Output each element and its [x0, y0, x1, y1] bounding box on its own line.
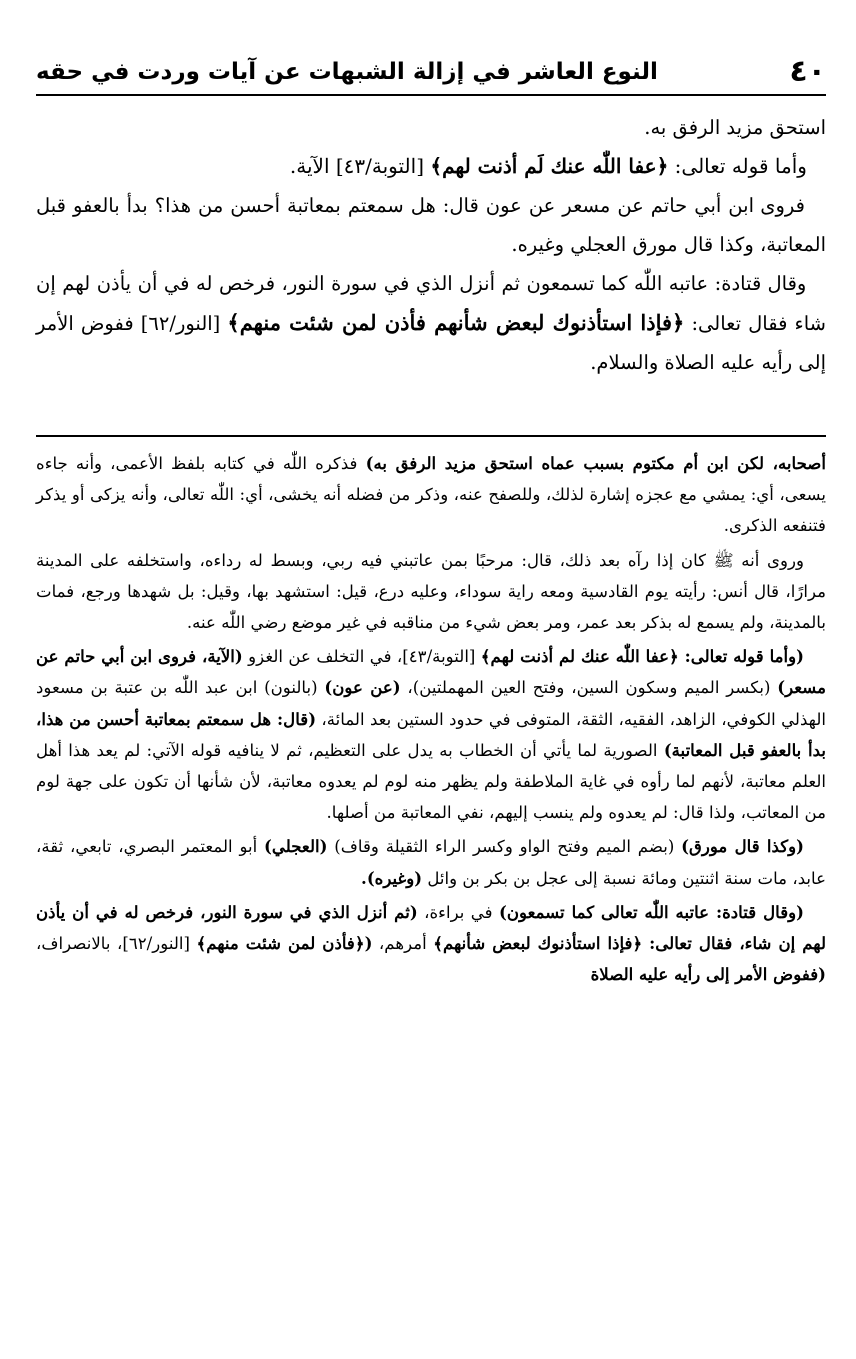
- commentary-paragraph: [36, 545, 826, 639]
- commentary-text-span: الصورية لما يأتي أن الخطاب به يدل على التعظيم، ثم لا ينافيه قوله الآتي: لم يعد هذا أهل العلم معاتبة، لأنهم لما رأوه في غاية الملاطفة ولم يظهر منه لوم لم يعدوه معاتبة، لأن شأنها أن تكون على جهة لوم من المعاتب، ولذا قال: لم يعدوه ولم ينسب إليهم، نفي المعاتبة من أصلها.: [36, 740, 826, 823]
- commentary-quote: (عن عون): [324, 677, 401, 698]
- commentary-paragraph: [36, 448, 826, 542]
- commentary-quote: (وغيره).: [361, 867, 423, 888]
- header-divider: [36, 94, 826, 96]
- main-paragraph: [36, 186, 826, 264]
- running-title: النوع العاشر في إزالة الشبهات عن آيات وردت في حقه: [36, 58, 658, 85]
- commentary-text-span: [التوبة/٤٣]، في التخلف عن الغزو: [242, 647, 481, 667]
- commentary-quote: (وأما قوله تعالى: ﴿عفا اللّٰه عنك لم أذنت لهم﴾: [480, 646, 804, 667]
- commentary-text-span: أمرهم،: [372, 934, 434, 954]
- verse-citation: [النور/٦٢] ففوض الأمر إلى رأيه عليه الصلاة والسلام.: [36, 312, 826, 374]
- commentary-quote: (وقال قتادة: عاتبه اللّٰه تعالى كما تسمعون): [499, 901, 805, 922]
- commentary-quote: (ثم أنزل الذي في سورة النور، فرخص له في أن يأذن لهم إن شاء، فقال تعالى: ﴿فإذا استأذنوك لبعض شأنهم﴾: [36, 901, 826, 954]
- commentary-text-span: وروى أنه ﷺ كان إذا رآه بعد ذلك، قال: مرحبًا بمن عاتبني فيه ربي، وبسط له رداءه، واستخلفه على المدينة مرارًا، قال أنس: رأيته يوم القادسية ومعه راية سوداء، وعليه درع، قيل: استشهد بها، وقيل: بل شهدها ورجع، فمات بالمدينة، ولم يسمع له بذكر بعد عمر، ومر بعض شيء من مناقبه في غير موضع رضي اللّٰه عنه.: [36, 550, 826, 633]
- commentary-quote: (﴿فأذن لمن شئت منهم﴾: [196, 933, 373, 954]
- quran-verse: ﴿فإذا استأذنوك لبعض شأنهم فأذن لمن شئت منهم﴾: [227, 310, 685, 335]
- main-text: [36, 108, 826, 382]
- main-paragraph-text: استحق مزيد الرفق به.: [644, 116, 826, 139]
- commentary-text-span: في براءة،: [417, 902, 499, 922]
- commentary-quote: (ففوض الأمر إلى رأيه عليه الصلاة: [590, 964, 826, 985]
- commentary-text: [36, 448, 826, 990]
- main-paragraph: [36, 147, 826, 186]
- commentary-quote: (وكذا قال مورق): [681, 836, 805, 857]
- page-header: [36, 50, 826, 94]
- main-paragraph: [36, 264, 826, 382]
- commentary-paragraph: [36, 831, 826, 893]
- commentary-quote: أصحابه، لكن ابن أم مكتوم بسبب عماه استحق مزيد الرفق به): [365, 453, 826, 473]
- commentary-paragraph: [36, 897, 826, 991]
- section-divider: [36, 435, 826, 437]
- commentary-text-span: (بكسر الميم وسكون السين، وفتح العين المهملتين)،: [400, 678, 778, 698]
- main-paragraph-text: وأما قوله تعالى:: [668, 154, 807, 178]
- commentary-paragraph: [36, 641, 826, 828]
- commentary-text-span: [النور/٦٢]، بالانصراف،: [36, 934, 197, 954]
- commentary-text-span: فذكره اللّٰه في كتابه بلفظ الأعمى، وأنه جاءه يسعى، أي: يمشي مع عجزه إشارة لذلك، وللصفح عنه، وذكر من فضله أنه يخشى، أي: اللّٰه تعالى، وأنه يزكى أو يذكر فتنفعه الذكرى.: [36, 454, 826, 536]
- commentary-quote: (العجلي): [264, 836, 328, 857]
- page-number: ٤٠: [789, 54, 826, 89]
- main-paragraph-text: وقال قتادة: عاتبه اللّٰه كما تسمعون ثم أنزل الذي في سورة النور، فرخص له في أن يأذن لهم إن شاء فقال تعالى:: [36, 272, 826, 335]
- main-paragraph-text: فروى ابن أبي حاتم عن مسعر عن عون قال: هل سمعتم بمعاتبة أحسن من هذا؟ بدأ بالعفو قبل المعاتبة، وكذا قال مورق العجلي وغيره.: [36, 194, 826, 256]
- book-page: [22, 0, 834, 1359]
- commentary-text-span: (بالنون) ابن عبد اللّٰه بن عتبة بن مسعود الهذلي الكوفي، الزاهد، الفقيه، الثقة، المتوفى في حدود الستين بعد المائة،: [36, 678, 826, 729]
- main-paragraph: [36, 108, 826, 147]
- commentary-text-span: أبو المعتمر البصري، تابعي، ثقة، عابد، مات سنة اثنتين ومائة نسبة إلى عجل بن بكر بن وائل: [36, 837, 826, 888]
- quran-verse: ﴿عفا اللّٰه عنك لَم أذنت لهم﴾: [430, 154, 669, 178]
- verse-citation: [التوبة/٤٣] الآية.: [289, 154, 431, 178]
- commentary-quote: (قال: هل سمعتم بمعاتبة أحسن من هذا، بدأ بالعفو قبل المعاتبة): [36, 708, 826, 760]
- commentary-text-span: (بضم الميم وفتح الواو وكسر الراء الثقيلة وقاف): [327, 837, 682, 857]
- commentary-quote: (الآية، فروى ابن أبي حاتم عن مسعر): [36, 646, 826, 698]
